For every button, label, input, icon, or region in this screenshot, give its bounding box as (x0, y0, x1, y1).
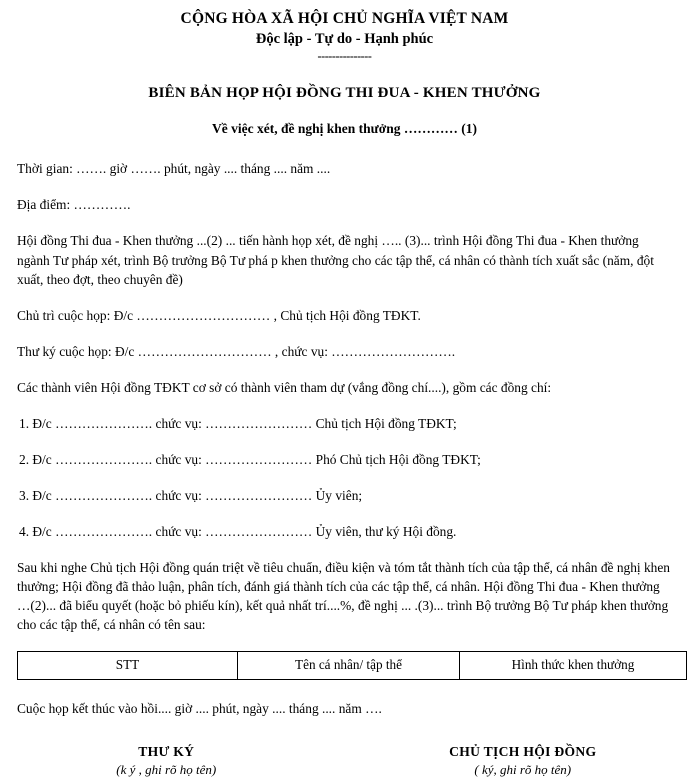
summary-paragraph: Sau khi nghe Chủ tịch Hội đồng quán triệt về tiêu chuẩn, điều kiện và tóm tắt thành tích của tập thể, cá nhân đề nghị khen thưởng; Hội đồng đã thảo luận, phân tích, đánh giá thành tích của các tập thể, cá nhân. Hội đồng Thi đua - Khen thưởng …(2)... đã biểu quyết (hoặc bỏ phiếu kín), kết quả nhất trí....%, đề nghị ... .(3)... trình Bộ trưởng Bộ Tư pháp khen thưởng cho các tập thể, cá nhân có tên sau: (17, 559, 670, 632)
time-line: Thời gian: ……. giờ ……. phút, ngày .... tháng .... năm .... (17, 161, 331, 177)
table-header-row (18, 651, 687, 679)
signature-block-chairperson (356, 743, 673, 779)
table-header-stt: STT (18, 651, 238, 679)
member-row-1: 1. Đ/c …………………. chức vụ: …………………… Chủ tịch Hội đồng TĐKT; (19, 415, 457, 431)
signature-note-chairperson: ( ký, ghi rõ họ tên) (474, 762, 572, 778)
award-table (17, 651, 687, 680)
signature-block-secretary (17, 743, 356, 779)
members-intro: Các thành viên Hội đồng TĐKT cơ sở có thành viên tham dự (vắng đồng chí....), gồm các đồng chí: (17, 379, 552, 395)
secretary-line: Thư ký cuộc họp: Đ/c ………………………… , chức vụ: ………………………. (17, 343, 456, 359)
signature-role-chairperson: CHỦ TỊCH HỘI ĐỒNG (449, 743, 597, 759)
document-subtitle: Về việc xét, đề nghị khen thưởng ………… (1) (212, 121, 477, 137)
national-motto: Độc lập - Tự do - Hạnh phúc (255, 31, 434, 48)
signature-row (17, 743, 672, 779)
signature-role-secretary: THƯ KÝ (138, 743, 195, 759)
member-row-3: 3. Đ/c …………………. chức vụ: …………………… Ủy viên; (19, 487, 363, 503)
member-row-4: 4. Đ/c …………………. chức vụ: …………………… Ủy viên, thư ký Hội đồng. (19, 523, 457, 539)
council-paragraph: Hội đồng Thi đua - Khen thưởng ...(2) ... tiến hành họp xét, đề nghị ….. (3)... trình Hội đồng Thi đua - Khen thưởng ngành Tư pháp xét, trình Bộ trưởng Bộ Tư phá p khen thưởng cho các tập thể, cá nhân có thành tích xuất sắc (năm, đột xuất, theo đợt, theo chuyên đề) (17, 233, 654, 287)
national-header (17, 0, 672, 63)
document-title: BIÊN BẢN HỌP HỘI ĐỒNG THI ĐUA - KHEN THƯỞNG (148, 85, 541, 102)
place-line: Địa điểm: …………. (17, 197, 131, 213)
table-header-award-form: Hình thức khen thưởng (460, 651, 687, 679)
document-body (17, 159, 672, 779)
closing-line: Cuộc họp kết thúc vào hồi.... giờ .... phút, ngày .... tháng .... năm …. (17, 700, 382, 716)
table-header-name: Tên cá nhân/ tập thể (238, 651, 460, 679)
chairperson-line: Chủ trì cuộc họp: Đ/c ………………………… , Chủ tịch Hội đồng TĐKT. (17, 307, 421, 323)
national-title: CỘNG HÒA XÃ HỘI CHỦ NGHĨA VIỆT NAM (180, 10, 509, 27)
signature-note-secretary: (k ý , ghi rõ họ tên) (116, 762, 217, 778)
motto-divider: --------------- (317, 49, 372, 64)
member-row-2: 2. Đ/c …………………. chức vụ: …………………… Phó Chủ tịch Hội đồng TĐKT; (19, 451, 481, 467)
